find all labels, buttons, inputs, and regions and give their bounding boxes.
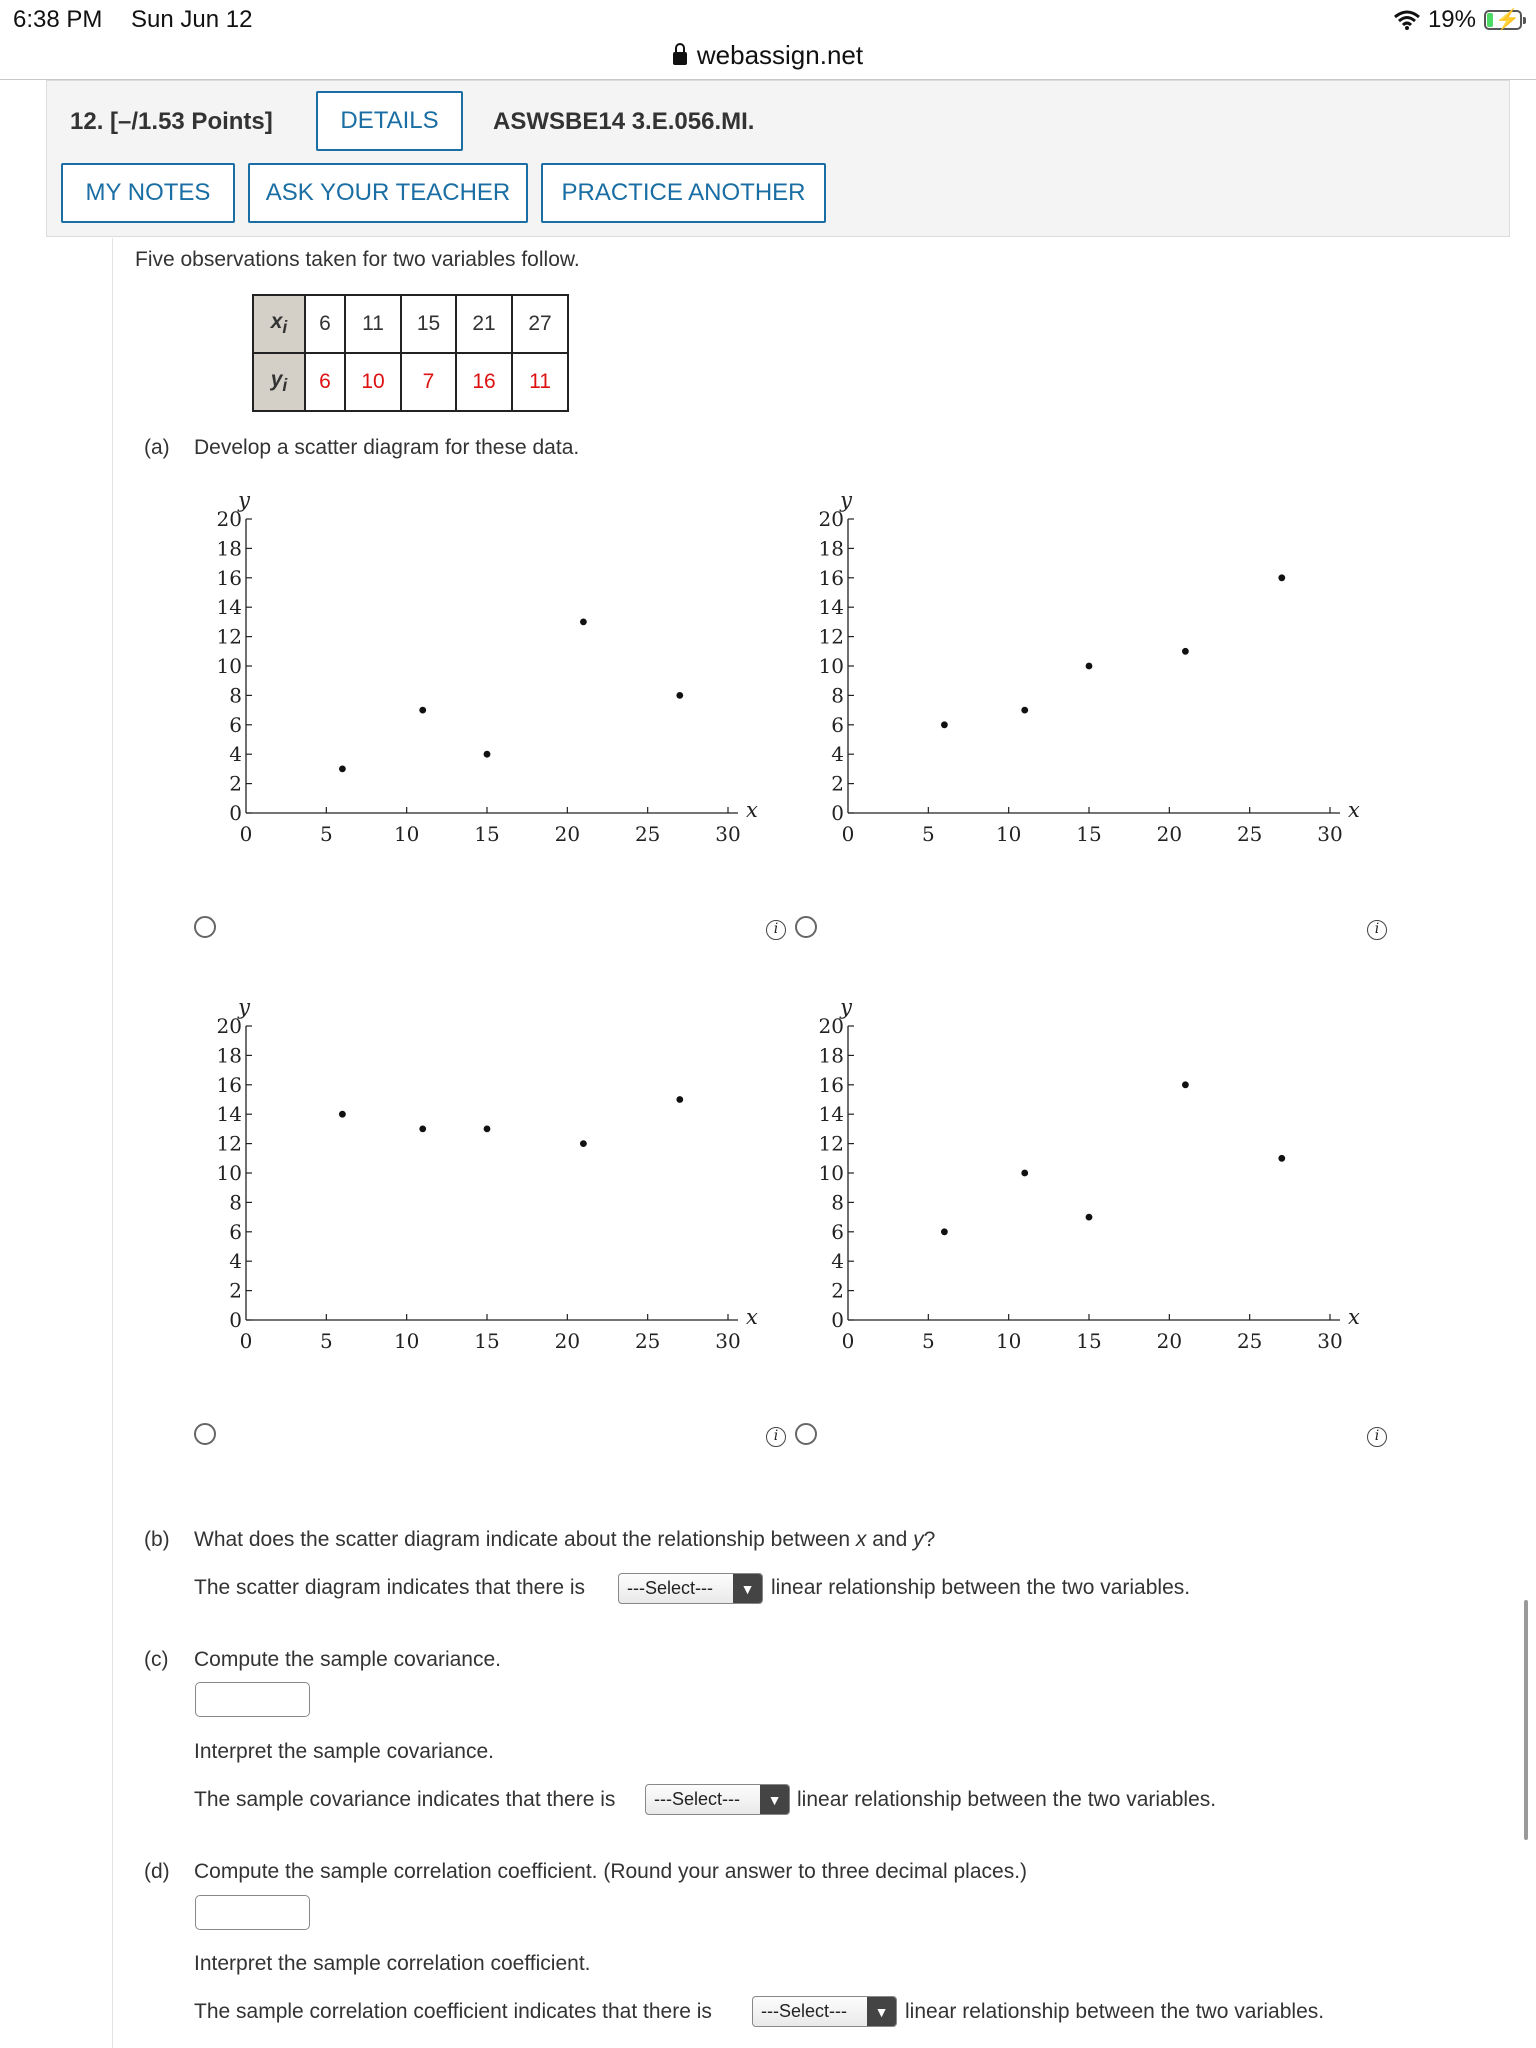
scatter-option-3 <box>200 982 770 1367</box>
x-value: 15 <box>401 295 456 353</box>
x-tick-label: 25 <box>634 1329 661 1353</box>
y-tick-label: 16 <box>818 1072 844 1097</box>
covariance-input[interactable] <box>195 1682 310 1717</box>
x-tick-label: 15 <box>1076 1329 1102 1353</box>
select-value: ---Select--- <box>761 2001 847 2021</box>
content-border <box>112 238 113 2048</box>
x-tick-label: 0 <box>841 1329 855 1353</box>
x-tick-label: 10 <box>393 1329 420 1353</box>
y-axis-label: y <box>840 488 852 512</box>
x-axis-label: x <box>746 1305 758 1329</box>
data-point <box>1182 648 1189 655</box>
radio-option-2[interactable] <box>795 916 817 938</box>
data-point <box>1021 707 1028 714</box>
y-tick-label: 18 <box>818 536 844 561</box>
x-tick-label: 25 <box>634 822 661 846</box>
part-d-select[interactable] <box>752 1996 897 2027</box>
y-tick-label: 12 <box>818 1131 844 1156</box>
lock-icon <box>673 52 687 65</box>
part-b-text: What does the scatter diagram indicate about the relationship between x and y? <box>194 1528 936 1551</box>
y-tick-label: 6 <box>229 712 242 737</box>
y-tick-label: 2 <box>831 771 844 796</box>
x-tick-label: 5 <box>319 1329 333 1353</box>
data-point <box>1021 1170 1028 1177</box>
y-value: 16 <box>456 353 512 411</box>
battery-level <box>1487 13 1493 27</box>
x-tick-label: 15 <box>1076 822 1102 846</box>
part-d-tag: (d) <box>144 1860 170 1883</box>
battery-icon <box>1484 10 1522 30</box>
y-tick-label: 20 <box>216 1014 242 1038</box>
x-tick-label: 10 <box>393 822 420 846</box>
my-notes-button[interactable]: MY NOTES <box>61 163 235 223</box>
scatter-option-4 <box>802 982 1372 1367</box>
y-tick-label: 10 <box>216 654 242 678</box>
y-tick-label: 8 <box>831 1190 844 1215</box>
part-c-text: Compute the sample covariance. <box>194 1648 501 1671</box>
y-tick-label: 12 <box>818 624 844 649</box>
data-point <box>580 1140 587 1147</box>
data-point <box>419 707 426 714</box>
data-point <box>484 1126 491 1133</box>
x-tick-label: 15 <box>474 1329 500 1353</box>
dropdown-arrow-icon: ▼ <box>760 1785 789 1814</box>
y-tick-label: 20 <box>216 507 242 531</box>
practice-another-button[interactable]: PRACTICE ANOTHER <box>541 163 826 223</box>
data-point <box>676 1096 683 1103</box>
question-points: [–/1.53 Points] <box>110 108 273 135</box>
x-header: $x_i$ <box>253 295 305 353</box>
radio-option-4[interactable] <box>795 1423 817 1445</box>
data-point <box>339 1111 346 1118</box>
x-tick-label: 5 <box>921 1329 935 1353</box>
part-d-text: Compute the sample correlation coefficient. (Round your answer to three decimal places.) <box>194 1860 1028 1883</box>
data-point <box>1278 574 1285 581</box>
scatter-plot-2 <box>802 475 1372 855</box>
data-point <box>1182 1081 1189 1088</box>
scatter-plot-1 <box>200 475 770 855</box>
scatter-plot-3 <box>200 982 770 1362</box>
part-d-sentence-start: The sample correlation coefficient indicates that there is <box>194 2000 712 2023</box>
data-point <box>484 751 491 758</box>
x-axis-label: x <box>1348 798 1360 822</box>
x-tick-label: 0 <box>239 822 253 846</box>
x-tick-label: 30 <box>1317 822 1343 846</box>
y-tick-label: 2 <box>229 1278 242 1303</box>
x-axis-label: x <box>1348 1305 1360 1329</box>
ask-your-teacher-button[interactable]: ASK YOUR TEACHER <box>248 163 528 223</box>
x-tick-label: 20 <box>1156 1329 1183 1353</box>
data-point <box>580 619 587 626</box>
scatter-option-1 <box>200 475 770 860</box>
info-icon[interactable]: i <box>1367 920 1387 940</box>
select-value: ---Select--- <box>654 1789 740 1809</box>
data-point <box>419 1126 426 1133</box>
data-point <box>1278 1155 1285 1162</box>
scatter-option-2 <box>802 475 1372 860</box>
x-tick-label: 25 <box>1236 822 1263 846</box>
status-time: 6:38 PM <box>13 6 103 33</box>
part-c-interpret: Interpret the sample covariance. <box>194 1740 494 1763</box>
y-header: $y_i$ <box>253 353 305 411</box>
radio-option-3[interactable] <box>194 1423 216 1445</box>
y-tick-label: 20 <box>818 1014 844 1038</box>
status-date: Sun Jun 12 <box>131 6 253 33</box>
part-c-select[interactable] <box>645 1784 790 1815</box>
x-tick-label: 0 <box>841 822 855 846</box>
part-c-sentence-start: The sample covariance indicates that there is <box>194 1788 616 1811</box>
y-axis-label: y <box>238 488 250 512</box>
scatter-plot-4 <box>802 982 1372 1362</box>
charging-bolt-icon: ⚡ <box>1495 9 1520 31</box>
x-tick-label: 5 <box>921 822 935 846</box>
y-tick-label: 18 <box>216 536 242 561</box>
part-c-tag: (c) <box>144 1648 169 1671</box>
y-tick-label: 14 <box>216 1102 242 1127</box>
wifi-icon <box>1394 10 1420 30</box>
url-display[interactable] <box>0 40 1536 71</box>
y-tick-label: 14 <box>818 595 844 620</box>
y-tick-label: 8 <box>831 683 844 708</box>
y-tick-label: 12 <box>216 624 242 649</box>
status-indicators <box>1394 5 1522 35</box>
y-tick-label: 14 <box>216 595 242 620</box>
y-tick-label: 4 <box>831 1249 844 1274</box>
y-tick-label: 8 <box>229 683 242 708</box>
part-b-tag: (b) <box>144 1528 170 1551</box>
data-point <box>339 766 346 773</box>
x-tick-label: 0 <box>239 1329 253 1353</box>
y-tick-label: 18 <box>216 1043 242 1068</box>
y-tick-label: 0 <box>229 1308 242 1332</box>
y-value: 11 <box>512 353 568 411</box>
y-value: 7 <box>401 353 456 411</box>
x-tick-label: 30 <box>715 822 741 846</box>
y-row <box>253 353 568 411</box>
info-icon[interactable]: i <box>766 1427 786 1447</box>
x-value: 21 <box>456 295 512 353</box>
question-number-text: 12. <box>70 108 104 135</box>
x-tick-label: 30 <box>1317 1329 1343 1353</box>
x-value: 6 <box>305 295 345 353</box>
y-tick-label: 14 <box>818 1102 844 1127</box>
y-value: 6 <box>305 353 345 411</box>
x-axis-label: x <box>746 798 758 822</box>
part-a-text: Develop a scatter diagram for these data. <box>194 436 580 459</box>
y-tick-label: 10 <box>216 1161 242 1185</box>
data-point <box>1086 663 1093 670</box>
x-tick-label: 20 <box>1156 822 1183 846</box>
y-tick-label: 8 <box>229 1190 242 1215</box>
x-value: 27 <box>512 295 568 353</box>
y-tick-label: 0 <box>831 801 844 825</box>
info-icon[interactable]: i <box>1367 1427 1387 1447</box>
intro-text: Five observations taken for two variables follow. <box>135 248 580 271</box>
y-tick-label: 6 <box>229 1219 242 1244</box>
y-tick-label: 16 <box>818 565 844 590</box>
y-tick-label: 16 <box>216 1072 242 1097</box>
question-number <box>70 108 273 136</box>
address-bar[interactable] <box>0 40 1536 80</box>
part-c-sentence-end: linear relationship between the two variables. <box>797 1788 1217 1811</box>
x-tick-label: 25 <box>1236 1329 1263 1353</box>
y-tick-label: 4 <box>229 742 242 767</box>
x-tick-label: 10 <box>995 822 1022 846</box>
y-axis-label: y <box>840 995 852 1019</box>
y-axis-label: y <box>238 995 250 1019</box>
data-table <box>252 294 569 412</box>
x-value: 11 <box>345 295 401 353</box>
data-point <box>1086 1214 1093 1221</box>
part-b-sentence-end: linear relationship between the two variables. <box>771 1576 1191 1599</box>
dropdown-arrow-icon: ▼ <box>867 1997 896 2026</box>
y-tick-label: 16 <box>216 565 242 590</box>
scrollbar[interactable] <box>1524 1600 1528 1840</box>
x-tick-label: 10 <box>995 1329 1022 1353</box>
battery-percent: 19% <box>1427 6 1476 33</box>
y-tick-label: 0 <box>229 801 242 825</box>
details-button[interactable]: DETAILS <box>316 91 463 151</box>
y-tick-label: 18 <box>818 1043 844 1068</box>
status-bar <box>0 0 1536 40</box>
y-tick-label: 2 <box>229 771 242 796</box>
y-tick-label: 0 <box>831 1308 844 1332</box>
y-tick-label: 10 <box>818 654 844 678</box>
y-tick-label: 6 <box>831 712 844 737</box>
data-point <box>941 721 948 728</box>
radio-option-1[interactable] <box>194 916 216 938</box>
part-d-sentence-end: linear relationship between the two variables. <box>905 2000 1325 2023</box>
x-row <box>253 295 568 353</box>
y-tick-label: 12 <box>216 1131 242 1156</box>
part-b-sentence-start: The scatter diagram indicates that there is <box>194 1576 586 1599</box>
x-tick-label: 30 <box>715 1329 741 1353</box>
part-b-select[interactable] <box>618 1573 763 1604</box>
x-tick-label: 5 <box>319 822 333 846</box>
y-tick-label: 20 <box>818 507 844 531</box>
y-value: 10 <box>345 353 401 411</box>
data-point <box>941 1228 948 1235</box>
question-code: ASWSBE14 3.E.056.MI. <box>493 108 755 135</box>
x-tick-label: 20 <box>554 1329 581 1353</box>
correlation-input[interactable] <box>195 1895 310 1930</box>
y-tick-label: 4 <box>831 742 844 767</box>
y-tick-label: 6 <box>831 1219 844 1244</box>
x-tick-label: 15 <box>474 822 500 846</box>
part-a-tag: (a) <box>144 436 170 459</box>
dropdown-arrow-icon: ▼ <box>733 1574 762 1603</box>
data-point <box>676 692 683 699</box>
y-tick-label: 4 <box>229 1249 242 1274</box>
part-d-interpret: Interpret the sample correlation coefficient. <box>194 1952 591 1975</box>
select-value: ---Select--- <box>627 1578 713 1598</box>
y-tick-label: 2 <box>831 1278 844 1303</box>
x-tick-label: 20 <box>554 822 581 846</box>
y-tick-label: 10 <box>818 1161 844 1185</box>
info-icon[interactable]: i <box>766 920 786 940</box>
url-text: webassign.net <box>696 40 864 70</box>
